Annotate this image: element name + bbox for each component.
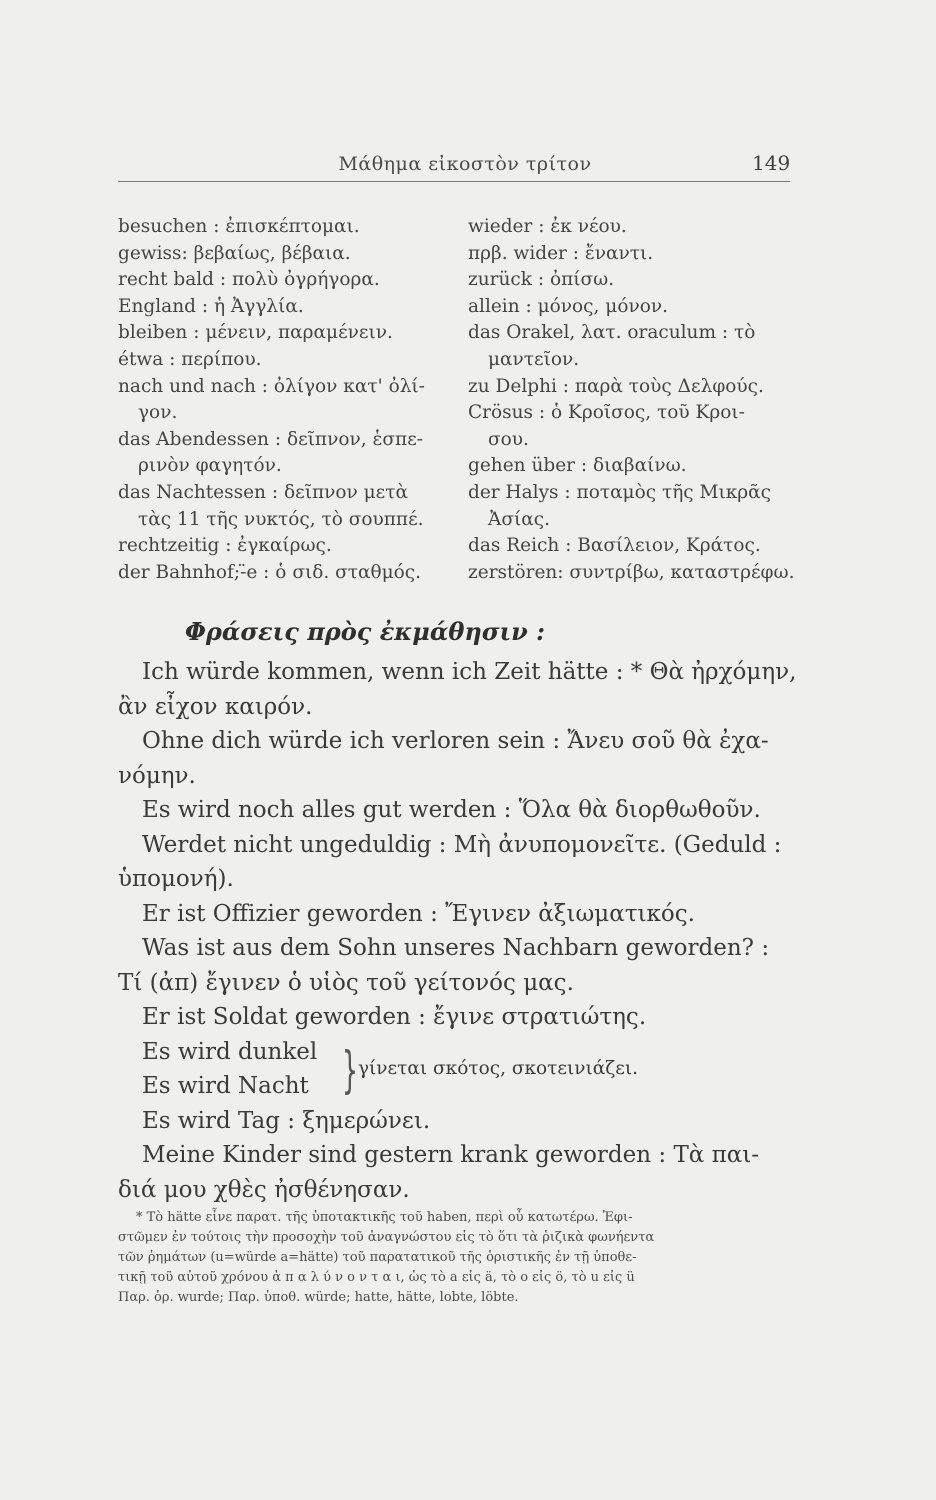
vocab-line: bleiben : μένειν, παραμένειν. [118, 322, 393, 344]
phrase-line: διά μου χθὲς ἠσθένησαν. [118, 1176, 410, 1203]
phrase-line: Ich würde kommen, wenn ich Zeit hätte : * Θὰ ἠρχόμην, [142, 659, 797, 685]
footnote-line: τικῇ τοῦ αὐτοῦ χρόνου ἀ π α λ ύ ν ο ν τ α ι, ὡς τὸ a εἰς ä, τὸ o εἰς ö, τὸ u εἰς ü [118, 1270, 635, 1285]
vocab-line: England : ἡ Ἀγγλία. [118, 295, 304, 317]
vocab-line: das Orakel, λατ. oraculum : τὸ [468, 322, 756, 344]
brace-symbol: } [341, 1040, 358, 1099]
footnote-line: Παρ. ὁρ. wurde; Παρ. ὑποθ. würde; hatte, hätte, lobte, löbte. [118, 1290, 519, 1305]
vocab-line: das Reich : Βασίλειον, Κράτος. [468, 535, 761, 557]
vocab-line: wieder : ἐκ νέου. [468, 216, 627, 237]
vocab-column-left [118, 214, 453, 586]
vocab-line: Crösus : ὁ Κροῖσος, τοῦ Κροι- [468, 402, 745, 424]
phrase-line: Es wird dunkel [142, 1038, 318, 1065]
vocab-line: zu Delphi : παρὰ τοὺς Δελφούς. [468, 375, 764, 397]
phrase-line: νόμην. [118, 762, 196, 789]
footnote-line: στῶμεν ἐν τούτοις τὴν προσοχὴν τοῦ ἀναγνώστου εἰς τὸ ὅτι τὰ ῥιζικὰ φωνήεντα [118, 1230, 655, 1245]
vocab-line: nach und nach : ὀλίγον κατ' ὀλί- [118, 375, 425, 397]
vocab-line: das Abendessen : δεῖπνον, ἑσπε- [118, 428, 424, 450]
vocab-column-right [468, 214, 793, 586]
vocab-line: πρβ. wider : ἔναντι. [468, 242, 654, 264]
footnote [118, 1208, 794, 1308]
phrase-line: Ohne dich würde ich verloren sein : Ἄνευ σοῦ θὰ ἐχα- [142, 728, 769, 754]
vocab-line: ρινὸν φαγητόν. [138, 455, 282, 477]
phrase-line: Er ist Soldat geworden : ἔγινε στρατιώτης. [142, 1004, 647, 1030]
page-number: 149 [752, 151, 791, 175]
vocab-line: rechtzeitig : ἐγκαίρως. [118, 535, 332, 557]
phrase-line: Es wird Nacht [142, 1073, 309, 1099]
vocab-line: besuchen : ἐπισκέπτομαι. [118, 216, 360, 237]
vocab-line: γον. [138, 402, 178, 424]
vocab-line: gehen über : διαβαίνω. [468, 455, 687, 477]
vocab-line: das Nachtessen : δεῖπνον μετὰ [118, 481, 408, 503]
vocab-line: Ἀσίας. [488, 508, 550, 530]
vocab-line: μαντεῖον. [488, 348, 580, 370]
vocab-line: der Bahnhof;-̈e : ὁ σιδ. σταθμός. [118, 561, 421, 583]
phrase-line: Was ist aus dem Sohn unseres Nachbarn geworden? : [142, 935, 770, 961]
phrase-line: Es wird noch alles gut werden : Ὅλα θὰ διορθωθοῦν. [142, 797, 761, 823]
vocab-line: σου. [488, 428, 529, 450]
phrases-block [118, 655, 797, 1207]
phrase-line: Meine Kinder sind gestern krank geworden : Τὰ παι- [142, 1142, 760, 1168]
phrase-line: Er ist Offizier geworden : Ἔγινεν ἀξιωματικός. [142, 900, 695, 927]
phrase-line: ἂν εἶχον καιρόν. [118, 693, 313, 720]
vocab-line: recht bald : πολὺ ὀγρήγορα. [118, 269, 380, 291]
vocab-line: zerstören: συντρίβω, καταστρέφω. [468, 561, 795, 583]
phrase-line: Es wird Tag : ξημερώνει. [142, 1107, 431, 1134]
page-header-title: Μάθημα εἰκοστὸν τρίτον [338, 153, 592, 175]
section-title: Φράσεις πρὸς ἐκμάθησιν : [185, 617, 545, 646]
footnote-line: τῶν ῥημάτων (u=würde a=hätte) τοῦ παρατατικοῦ τῆς ὁριστικῆς ἐν τῇ ὑποθε- [118, 1250, 637, 1265]
vocab-line: τὰς 11 τῆς νυκτός, τὸ σουππέ. [138, 508, 424, 530]
brace-phrase-group [118, 1035, 794, 1104]
phrase-line: Τί (ἀπ) ἔγινεν ὁ υἱὸς τοῦ γείτονός μας. [118, 969, 574, 996]
vocab-line: étwa : περίπου. [118, 348, 262, 370]
vocab-line: zurück : ὀπίσω. [468, 269, 615, 291]
brace-translation: γίνεται σκότος, σκοτεινιάζει. [358, 1057, 638, 1079]
vocab-line: der Halys : ποταμὸς τῆς Μικρᾶς [468, 481, 772, 503]
header-rule [118, 181, 790, 182]
phrase-line: Werdet nicht ungeduldig : Μὴ ἀνυπομονεῖτε. (Geduld : [142, 831, 782, 858]
phrase-line: ὑπομονή). [118, 866, 234, 892]
vocab-line: allein : μόνος, μόνον. [468, 295, 668, 317]
footnote-line: * Τὸ hätte εἶνε παρατ. τῆς ὑποτακτικῆς τοῦ haben, περὶ οὗ κατωτέρω. Ἐφι- [136, 1210, 633, 1225]
vocab-line: gewiss: βεβαίως, βέβαια. [118, 242, 351, 264]
